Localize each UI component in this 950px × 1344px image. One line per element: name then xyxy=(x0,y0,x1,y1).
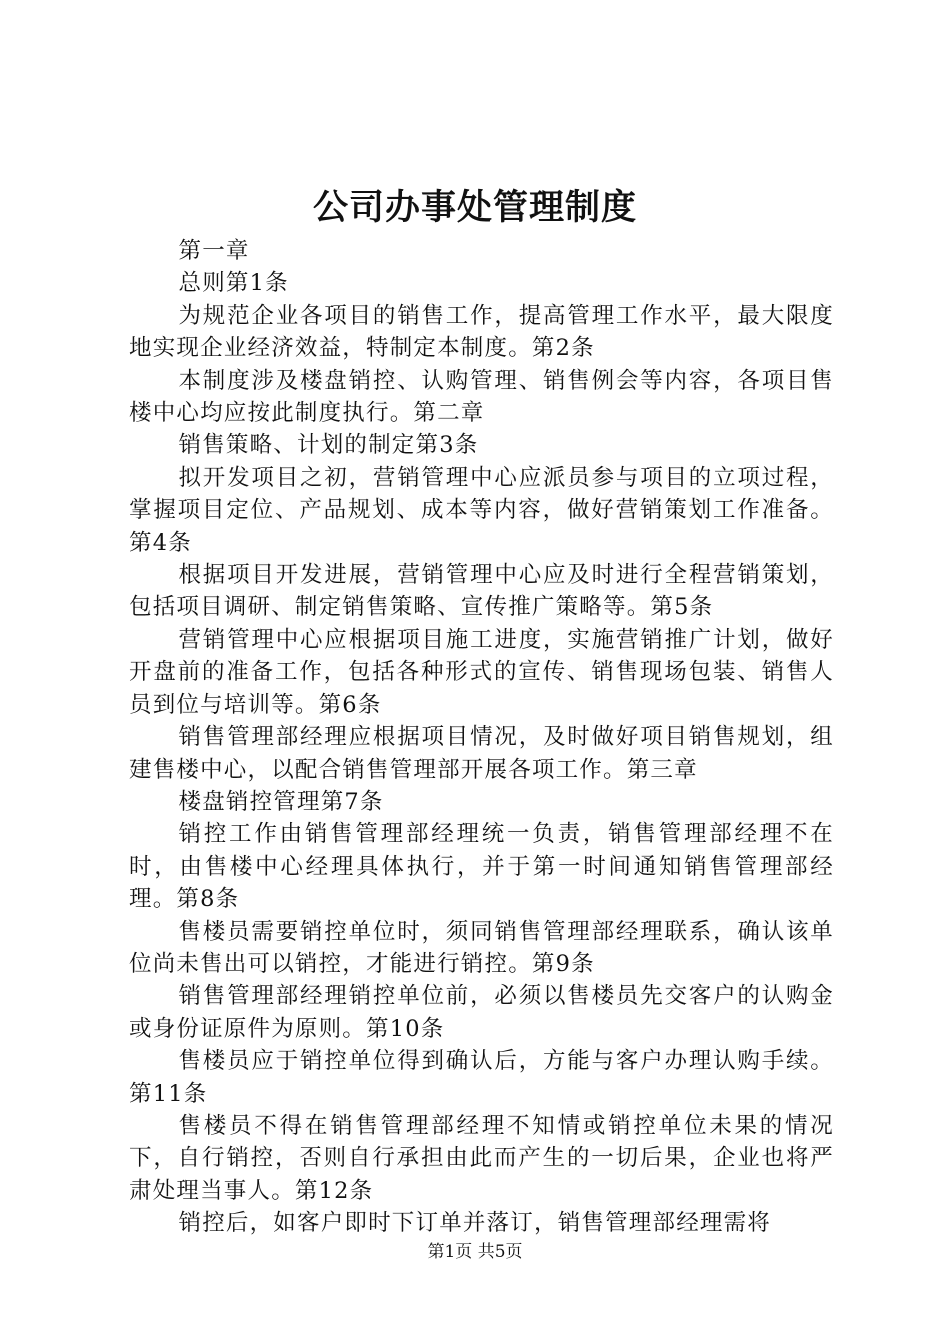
paragraph: 营销管理中心应根据项目施工进度，实施营销推广计划，做好开盘前的准备工作，包括各种形式的宣传、销售现场包装、销售人员到位与培训等。第6条 xyxy=(129,626,834,718)
document-title: 公司办事处管理制度 xyxy=(312,187,637,228)
paragraph-general-article-1: 总则第1条 xyxy=(178,270,289,297)
paragraph: 销售策略、计划的制定第3条 xyxy=(178,432,479,459)
paragraph: 销控后，如客户即时下订单并落订，销售管理部经理需将 xyxy=(178,1210,772,1237)
paragraph: 售楼员不得在销售管理部经理不知情或销控单位未果的情况下，自行销控，否则自行承担由此而产生的一切后果，企业也将严肃处理当事人。第12条 xyxy=(129,1112,834,1204)
paragraph-chapter-1: 第一章 xyxy=(178,238,250,264)
page-footer: 第1页 共5页 xyxy=(427,1242,523,1262)
paragraph: 售楼员应于销控单位得到确认后，方能与客户办理认购手续。第11条 xyxy=(129,1048,834,1107)
paragraph: 销售管理部经理销控单位前，必须以售楼员先交客户的认购金或身份证原件为原则。第10条 xyxy=(129,983,834,1042)
paragraph: 售楼员需要销控单位时，须同销售管理部经理联系，确认该单位尚未售出可以销控，才能进行销控。第9条 xyxy=(129,918,834,977)
paragraph: 销控工作由销售管理部经理统一负责，销售管理部经理不在时，由售楼中心经理具体执行，并于第一时间通知销售管理部经理。第8条 xyxy=(129,821,834,913)
paragraph: 拟开发项目之初，营销管理中心应派员参与项目的立项过程，掌握项目定位、产品规划、成本等内容，做好营销策划工作准备。第4条 xyxy=(129,464,834,556)
paragraph: 销售管理部经理应根据项目情况，及时做好项目销售规划，组建售楼中心，以配合销售管理部开展各项工作。第三章 xyxy=(129,724,834,783)
paragraph: 楼盘销控管理第7条 xyxy=(178,788,384,815)
paragraph: 本制度涉及楼盘销控、认购管理、销售例会等内容，各项目售楼中心均应按此制度执行。第二章 xyxy=(129,367,834,427)
document-body xyxy=(129,235,834,1240)
paragraph: 根据项目开发进展，营销管理中心应及时进行全程营销策划，包括项目调研、制定销售策略、宣传推广策略等。第5条 xyxy=(129,562,834,621)
paragraph: 为规范企业各项目的销售工作，提高管理工作水平，最大限度地实现企业经济效益，特制定本制度。第2条 xyxy=(129,302,834,362)
